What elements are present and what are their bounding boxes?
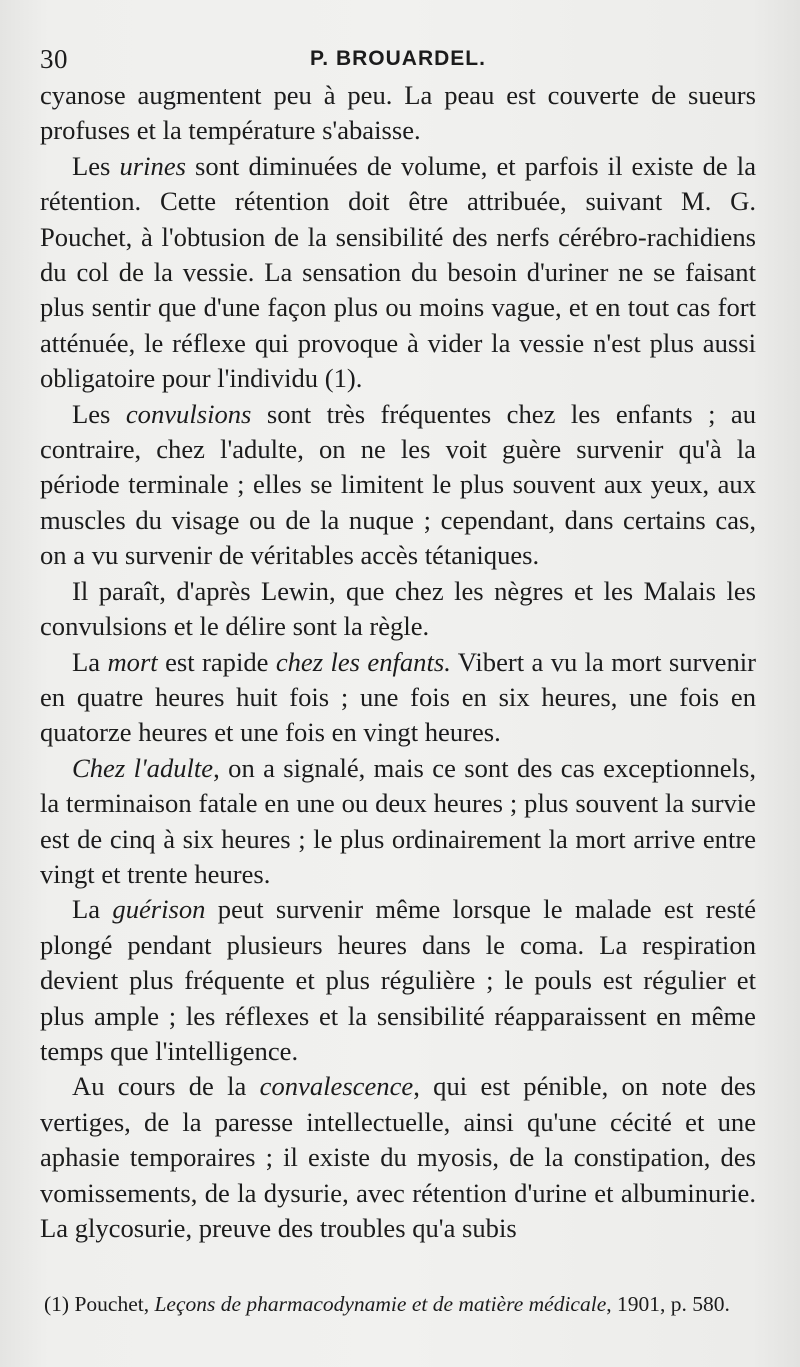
- paragraph: [40, 574, 756, 645]
- text-run: sont très fréquentes chez les enfants ; au contraire, chez l'adulte, on ne les voit guère survenir qu'à la période terminale ; elles se limitent le plus souvent aux yeux, aux muscles du visage ou de la nuque ; cependant, dans certains cas, on a vu survenir de véritables accès tétaniques.: [40, 398, 756, 571]
- text-run: Au cours de la: [72, 1071, 260, 1102]
- paragraph: [40, 397, 756, 574]
- text-run: est rapide: [157, 646, 276, 677]
- italic-term: Chez l'adulte: [72, 752, 214, 783]
- paragraph: [40, 1069, 756, 1246]
- body-text: [40, 78, 756, 1246]
- page-header: [40, 40, 760, 76]
- italic-term: Leçons de pharmacodynamie et de matière médicale: [154, 1292, 607, 1316]
- text-run: Les: [72, 150, 120, 181]
- text-run: , on a signalé, mais ce sont des cas exceptionnels, la terminaison fatale en une ou deux heures ; plus souvent la survie est de cinq à six heures ; le plus ordinairement la mort arrive entre vingt et trente heures.: [40, 752, 756, 889]
- text-run: , qui est pénible, on note des vertiges, de la paresse intellectuelle, ainsi qu'une cécité et une aphasie temporaires ; il existe du myosis, de la constipation, des vomissements, de la dysurie, avec rétention d'urine et albuminurie. La glycosurie, preuve des troubles qu'a subis: [40, 1071, 756, 1243]
- paragraph: [40, 892, 756, 1069]
- paragraph: [40, 751, 756, 893]
- italic-term: urines: [119, 150, 186, 181]
- text-run: peut survenir même lorsque le malade est resté plongé pendant plusieurs heures dans le coma. La respiration devient plus fréquente et plus régulière ; le pouls est régulier et plus ample ; les réflexes et la sensibilité réapparaissent en même temps que l'intelligence.: [40, 894, 756, 1066]
- text-run: , 1901, p. 580.: [606, 1292, 730, 1316]
- text-run: Vibert a vu la mort survenir en quatre heures huit fois ; une fois en six heures, une fois en quatorze heures et une fois en vingt heures.: [40, 646, 757, 748]
- paragraph: [40, 645, 756, 751]
- italic-term: convulsions: [125, 398, 252, 429]
- running-head: P. BROUARDEL.: [310, 47, 486, 70]
- italic-term: mort: [107, 646, 158, 677]
- paragraph: [40, 78, 756, 149]
- page-number: 30: [40, 44, 68, 74]
- footnote: [40, 1290, 756, 1319]
- paragraph: [40, 149, 756, 397]
- text-run: (1) Pouchet,: [44, 1292, 155, 1316]
- text-run: La: [72, 646, 108, 677]
- text-run: Les: [72, 398, 126, 429]
- italic-term: chez les enfants.: [275, 646, 451, 677]
- italic-term: guérison: [112, 894, 206, 925]
- text-run: La: [72, 894, 113, 925]
- text-run: cyanose augmentent peu à peu. La peau est couverte de sueurs profuses et la température s'abaisse.: [40, 80, 756, 146]
- italic-term: convalescence: [259, 1071, 414, 1102]
- text-run: sont diminuées de volume, et parfois il existe de la rétention. Cette rétention doit être attribuée, suivant M. G. Pouchet, à l'obtusion de la sensibilité des nerfs cérébro-rachidiens du col de la vessie. La sensation du besoin d'uriner ne se faisant plus sentir que d'une façon plus ou moins vague, et en tout cas fort atténuée, le réflexe qui provoque à vider la vessie n'est plus aussi obligatoire pour l'individu (1).: [40, 150, 756, 394]
- footnote-text: [40, 1290, 756, 1319]
- text-run: Il paraît, d'après Lewin, que chez les nègres et les Malais les convulsions et le délire sont la règle.: [40, 575, 756, 642]
